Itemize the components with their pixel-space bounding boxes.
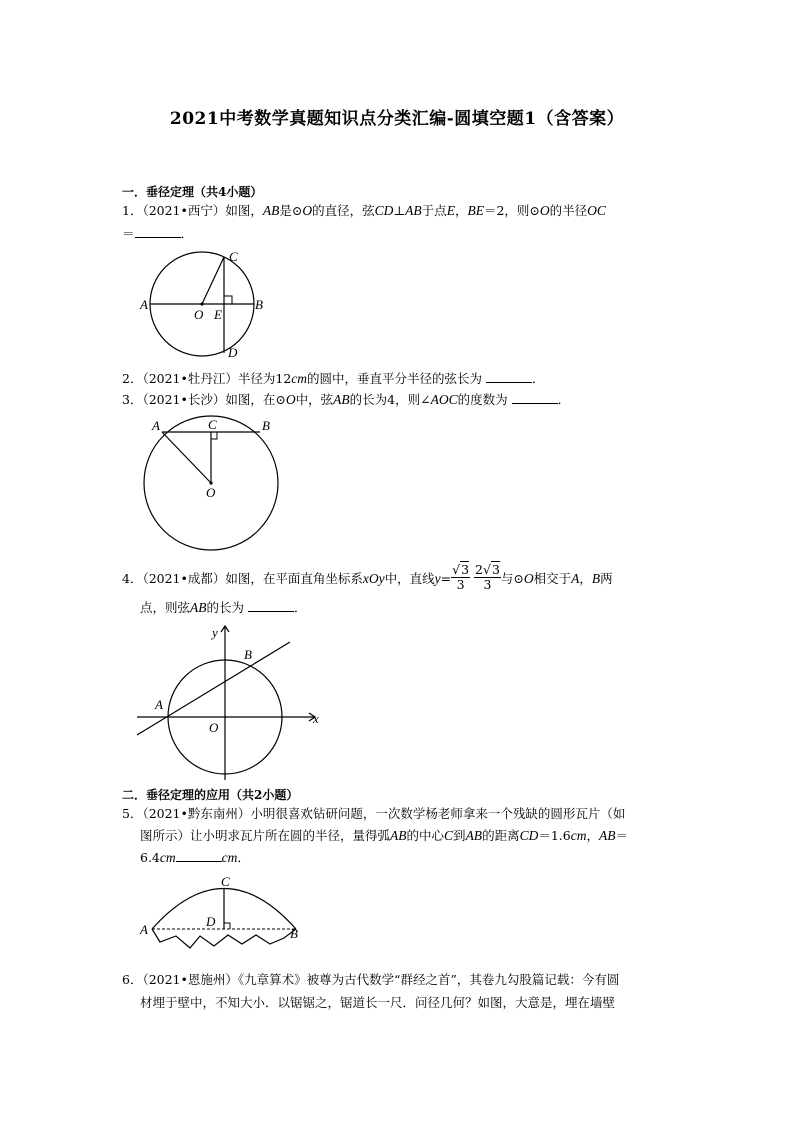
label-O: O	[194, 307, 204, 322]
answer-blank-1	[135, 225, 181, 238]
page-title: 2021中考数学真题知识点分类汇编-圆填空题1（含答案）	[169, 109, 625, 129]
answer-blank-5	[176, 849, 222, 862]
answer-blank-4	[248, 599, 294, 612]
label-x: x	[313, 711, 319, 726]
section-heading-1: 一．垂径定理（共4小题）	[122, 185, 263, 199]
fraction-2sqrt3-over-3: $\frac{2√3}{3}$	[475, 562, 500, 592]
question-4-line-1: 4．（2021•成都）如图，在平面直角坐标系xOy中，直线y= $\frac{√3}{3}$ $\frac{2√3}{3}$ 与⊙O相交于A，B两	[122, 562, 613, 592]
question-1-line-2: ＝ ．	[122, 226, 194, 241]
label-E: E	[214, 307, 222, 322]
label-C: C	[208, 417, 217, 432]
figure-q4-coordinate-plane	[135, 622, 335, 782]
question-1-line-1: 1．（2021•西宁）如图，AB是⊙O的直径，弦CD⊥AB于点E，BE＝2，则⊙O的半径OC	[122, 203, 606, 218]
label-D: D	[228, 345, 238, 360]
label-C: C	[229, 249, 238, 264]
fraction-sqrt3-over-3: $\frac{√3}{3}$	[452, 562, 470, 592]
label-C: C	[221, 874, 230, 889]
section-heading-2: 二．垂径定理的应用（共2小题）	[122, 788, 299, 802]
question-6-line-1: 6．（2021•恩施州）《九章算术》被尊为古代数学“群经之首”，其卷九勾股篇记载：今有圆	[122, 972, 620, 987]
question-4-line-2: 点，则弦AB的长为 ．	[140, 600, 307, 615]
answer-blank-3	[512, 391, 558, 404]
label-y: y	[212, 625, 218, 640]
figure-q1-circle	[138, 245, 268, 365]
label-B: B	[290, 926, 298, 941]
label-B: B	[244, 647, 252, 662]
label-A: A	[155, 697, 163, 712]
label-O: O	[206, 485, 216, 500]
figure-q3-circle	[138, 415, 288, 555]
question-6-line-2: 材埋于壁中，不知大小．以锯锯之，锯道长一尺．问径几何？如图，大意是，埋在墙壁	[140, 995, 616, 1010]
question-5-line-3: 6.4cm cm．	[140, 850, 250, 865]
question-5-line-1: 5．（2021•黔东南州）小明很喜欢钻研问题，一次数学杨老师拿来一个残缺的圆形瓦片（如	[122, 806, 626, 821]
label-A: A	[140, 922, 148, 937]
question-3: 3．（2021•长沙）如图，在⊙O中，弦AB的长为4，则∠AOC的度数为 ．	[122, 392, 571, 407]
question-2: 2．（2021•牡丹江）半径为12cm的圆中，垂直平分半径的弦长为 ．	[122, 371, 545, 386]
label-B: B	[262, 418, 270, 433]
label-D: D	[206, 914, 216, 929]
answer-blank-2	[486, 370, 532, 383]
label-A: A	[140, 297, 148, 312]
label-A: A	[152, 418, 160, 433]
question-5-line-2: 图所示）让小明求瓦片所在圆的半径，量得弧AB的中心C到AB的距离CD＝1.6cm，AB＝	[140, 828, 629, 843]
figure-q5-broken-tile	[138, 872, 313, 962]
label-O: O	[209, 720, 219, 735]
label-B: B	[255, 297, 263, 312]
